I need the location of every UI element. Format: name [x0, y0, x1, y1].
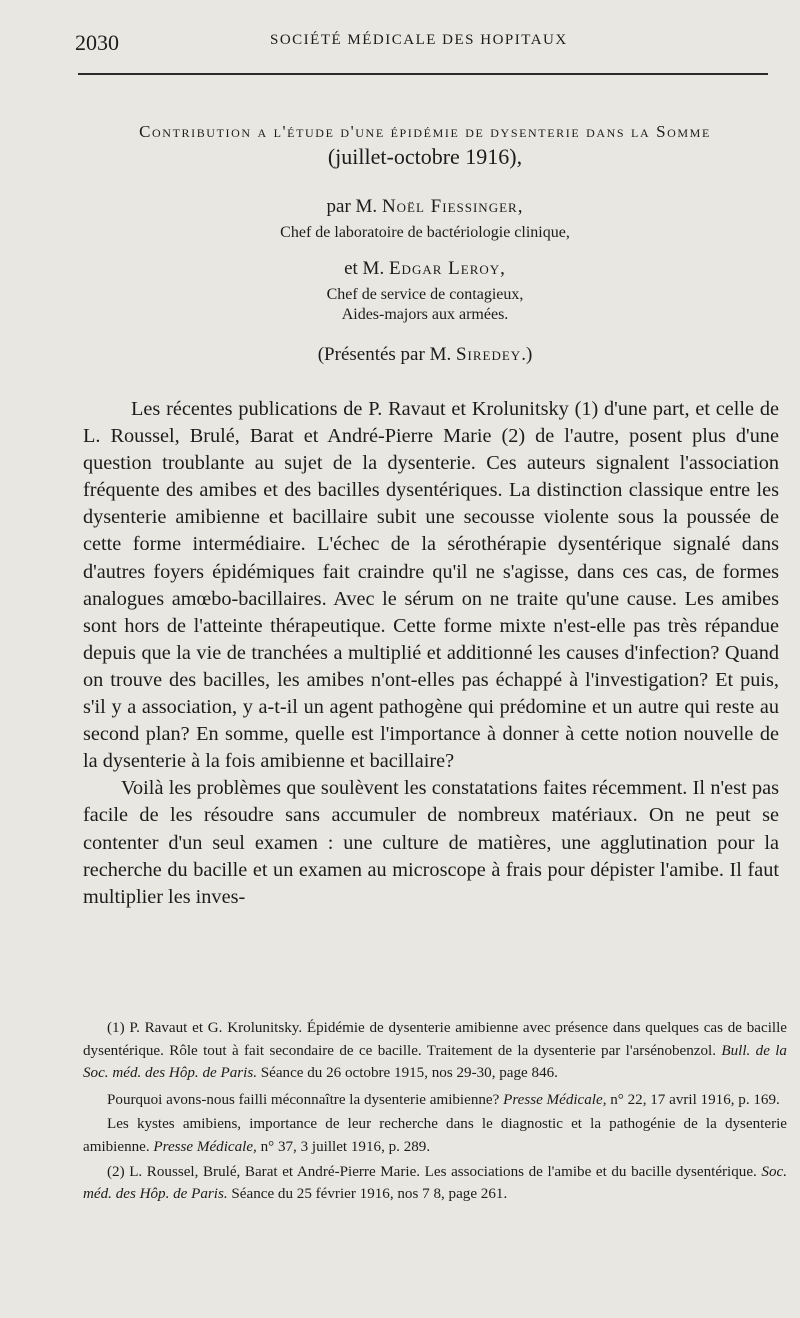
footnote-1c: [83, 1113, 787, 1158]
header-rule: [78, 73, 768, 75]
body-paragraph-2: Voilà les problèmes que soulèvent les constatations faites récemment. Il n'est pas facile de les résoudre sans accumuler de nombreux matériaux. On ne peut se contenter d'un seul examen : une culture de matières, une agglutination pour la recherche du bacille et un examen au microscope à frais pour dépister l'amibe. Il faut multiplier les inves-: [83, 777, 779, 908]
presenter-name: Siredey: [455, 344, 522, 365]
first-author-prefix: par M.: [326, 196, 382, 217]
footnote-1b: [83, 1089, 787, 1112]
footnote-1-tail: Séance du 26 octobre 1915, nos 29-30, page 846.: [256, 1065, 558, 1082]
footnote-1b-text: Pourquoi avons-nous failli méconnaître la dysenterie amibienne?: [107, 1091, 504, 1108]
first-author-name: Noël Fiessinger,: [381, 196, 524, 217]
article-title: Contribution a l'étude d'une épidémie de dysenterie dans la Somme: [139, 122, 711, 141]
footnote-1c-text: Les kystes amibiens, importance de leur recherche dans le diagnostic et la pathogénie de la dysenterie amibienne.: [83, 1116, 787, 1155]
presented-prefix: (Présentés par M.: [317, 344, 456, 365]
first-author-line: [60, 196, 790, 218]
footnote-2-text: (2) L. Roussel, Brulé, Barat et André-Pierre Marie. Les associations de l'amibe et du bacille dysentérique.: [107, 1163, 762, 1180]
footnote-2-journal: Soc. méd. des Hôp. de Paris.: [83, 1163, 787, 1203]
second-author-rank: Aides-majors aux armées.: [341, 306, 509, 323]
second-author-prefix: et M.: [344, 258, 389, 279]
footnote-1b-tail: n° 22, 17 avril 1916, p. 169.: [606, 1091, 780, 1108]
footnote-2-tail: Séance du 25 février 1916, nos 7 8, page 261.: [227, 1186, 508, 1203]
footnote-1b-journal: Presse Médicale,: [503, 1091, 607, 1108]
running-head: SOCIÉTÉ MÉDICALE DES HOPITAUX: [270, 32, 568, 48]
footnote-1-text: (1) P. Ravaut et G. Krolunitsky. Épidémie de dysenterie amibienne avec présence dans quelques cas de bacille dysentérique. Rôle tout à fait secondaire de ce bacille. Traitement de la dysenterie par l'arsénobenzol.: [83, 1020, 787, 1059]
page-number: 2030: [75, 30, 119, 55]
first-author-role: Chef de laboratoire de bactériologie clinique,: [280, 224, 570, 241]
footnote-2: [83, 1161, 787, 1206]
footnote-1c-tail: n° 37, 3 juillet 1916, p. 289.: [256, 1138, 431, 1155]
page-header: [75, 28, 765, 58]
footnotes: [83, 1017, 787, 1210]
article-heading: [60, 122, 790, 366]
second-author-name: Edgar Leroy,: [388, 258, 506, 279]
article-body: [83, 396, 779, 911]
body-paragraph-1: Les récentes publications de P. Ravaut et Krolunitsky (1) d'une part, et celle de L. Roussel, Brulé, Barat et André-Pierre Marie (2) de l'autre, posent plus d'une question troublante au sujet de la dysenterie. Ces auteurs signalent l'association fréquente des amibes et des bacilles dysentériques. La distinction classique entre les dysenterie amibienne et bacillaire subit une secousse violente sous la poussée de cette forme intermédiaire. L'échec de la sérothérapie dysentérique signalé dans d'autres foyers épidémiques fait craindre qu'il ne s'agisse, dans ces cas, de formes analogues amœbo-bacillaires. Avec le sérum on ne traite qu'une cause. Les amibes sont hors de l'atteinte thérapeutique. Cette forme mixte n'est-elle pas très répandue depuis que la vie de tranchées a multiplié et additionné les causes d'infection? Quand on trouve des bacilles, les amibes n'ont-elles pas échappé à l'investigation? Et puis, s'il y a association, y a-t-il un agent pathogène qui prédomine et un autre qui reste au second plan? En somme, quelle est l'importance à donner à cette notion nouvelle de la dysenterie à la fois amibienne et bacillaire?: [83, 398, 779, 773]
presented-suffix: .): [521, 344, 533, 365]
second-author-line: [60, 258, 790, 280]
footnote-1: [83, 1017, 787, 1085]
presented-by: [60, 344, 790, 366]
footnote-1c-journal: Presse Médicale,: [153, 1138, 257, 1155]
footnote-1-journal: Bull. de la Soc. méd. des Hôp. de Paris.: [83, 1042, 787, 1082]
second-author-role: Chef de service de contagieux,: [326, 286, 524, 303]
article-title-dates: (juillet-octobre 1916),: [327, 144, 523, 169]
